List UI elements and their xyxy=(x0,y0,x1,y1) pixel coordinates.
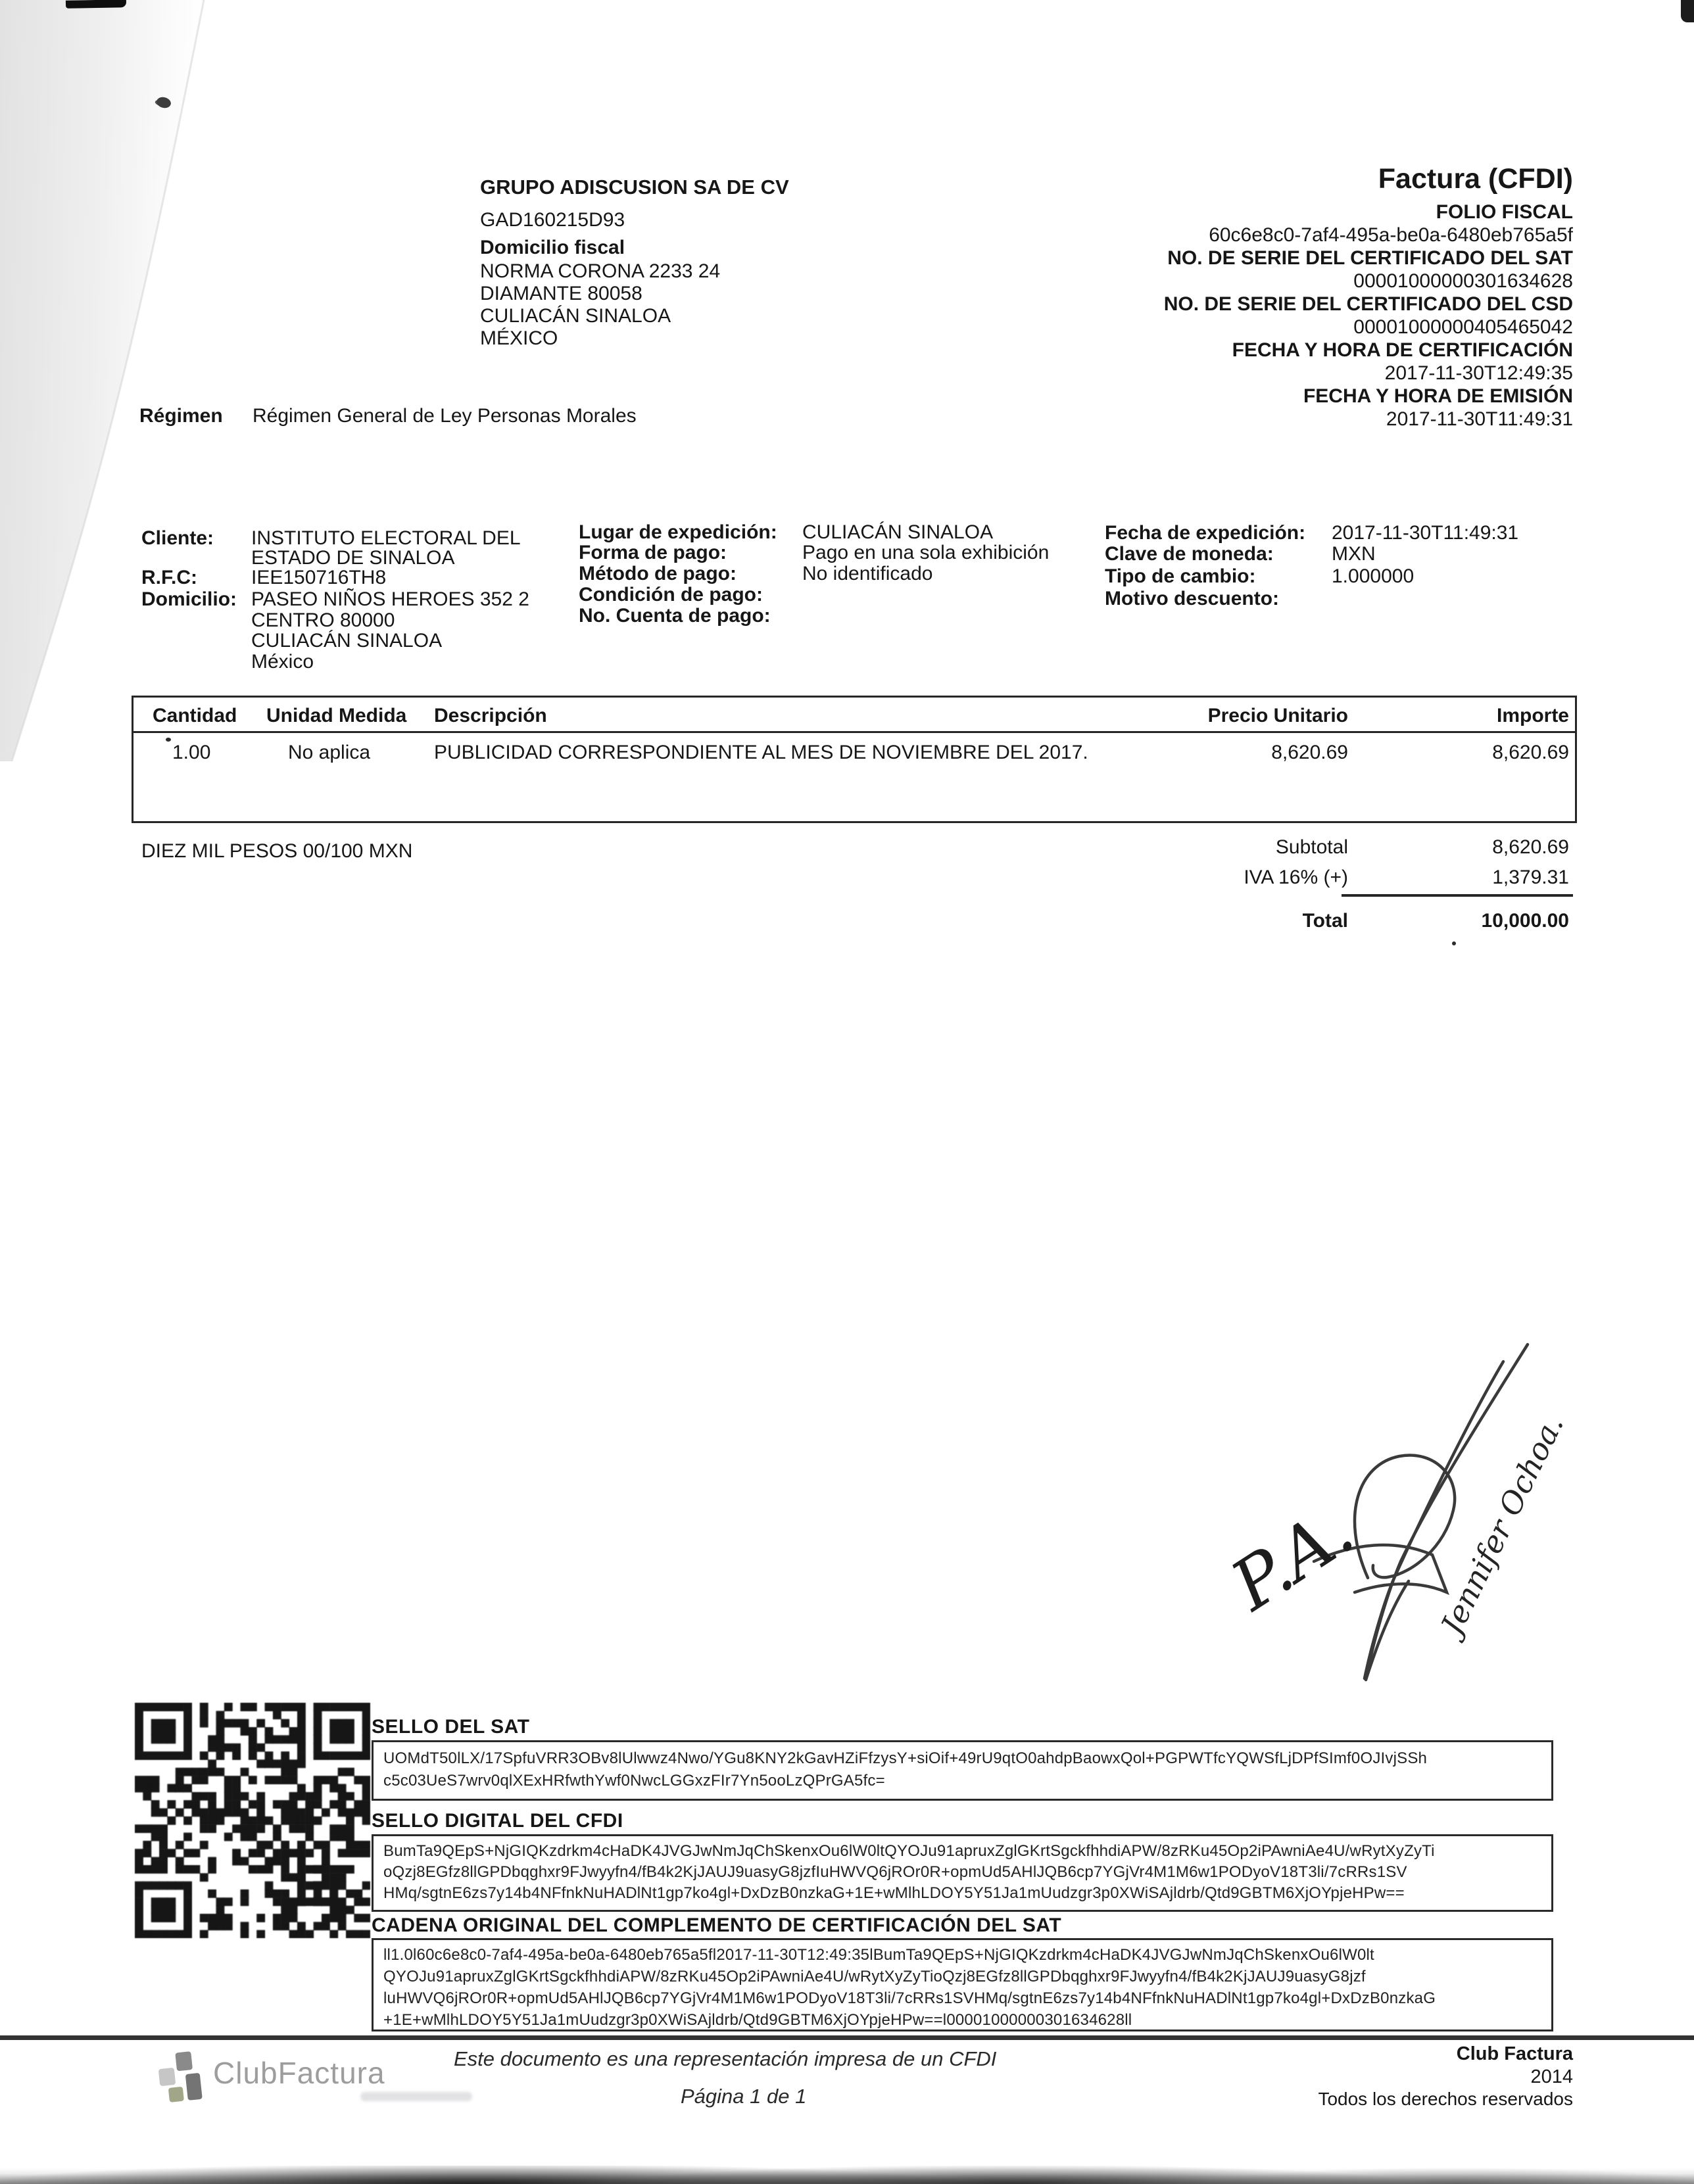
regimen-label: Régimen xyxy=(139,405,223,427)
sello-sat-line: c5c03UeS7wrv0qlXExHRfwthYwf0NwcLGGxzFIr7Yn5ooLzQPrGA5fc= xyxy=(383,1772,885,1790)
cliente-rfc-value: IEE150716TH8 xyxy=(251,567,387,588)
folio-fiscal-value: 60c6e8c0-7af4-495a-be0a-6480eb765a5f xyxy=(1209,224,1573,246)
subtotal-value: 8,620.69 xyxy=(1492,836,1569,858)
sello-cfdi-title: SELLO DIGITAL DEL CFDI xyxy=(372,1810,623,1832)
row-descripcion: PUBLICIDAD CORRESPONDIENTE AL MES DE NOVIEMBRE DEL 2017. xyxy=(434,742,1088,763)
footer-year: 2014 xyxy=(1530,2066,1573,2087)
col-header-precio: Precio Unitario xyxy=(1207,705,1348,726)
invoice-title: Factura (CFDI) xyxy=(1378,163,1573,195)
col-header-descripcion: Descripción xyxy=(434,705,547,726)
serie-sat-value: 00001000000301634628 xyxy=(1353,270,1573,292)
scanner-bottom-shadow xyxy=(0,2166,1694,2184)
row-importe: 8,620.69 xyxy=(1492,742,1569,763)
row-cantidad: 1.00 xyxy=(172,742,211,763)
footer-cfdi-note: Este documento es una representación impresa de un CFDI xyxy=(454,2047,997,2070)
condicion-pago-label: Condición de pago: xyxy=(579,584,763,605)
clubfactura-logo xyxy=(157,2050,385,2102)
fecha-expedicion-label: Fecha de expedición: xyxy=(1105,522,1306,544)
clave-moneda-value: MXN xyxy=(1332,543,1376,565)
lugar-expedicion-label: Lugar de expedición: xyxy=(579,521,777,543)
items-header-divider xyxy=(132,731,1575,733)
amount-in-words: DIEZ MIL PESOS 00/100 MXN xyxy=(141,840,413,862)
fecha-certificacion-label: FECHA Y HORA DE CERTIFICACIÓN xyxy=(1232,339,1573,361)
clave-moneda-label: Clave de moneda: xyxy=(1105,543,1274,565)
cadena-original-line: luHWVQ6jROr0R+opmUd5AHlJQB6cp7YGjVr4M1M6w1PODyoV18T3li/7cRRs1SVHMq/sgtnE6zs7y14b4NFfnkNuHADlNt1gp7ko4gl+DxDzB0nzkaG xyxy=(383,1989,1436,2007)
cliente-label: Cliente: xyxy=(141,527,214,549)
sello-cfdi-line: BumTa9QEpS+NjGIQKzdrkm4cHaDK4JVGJwNmJqChSkenxOu6lW0ltQYOJu91apruxZglGKrtSgckfhhdiAPW/8zRKu45Op2iPAwniAe4U/wRytXyZyTi xyxy=(383,1842,1435,1860)
logo-square xyxy=(185,2073,203,2101)
cadena-original-line: ll1.0l60c6e8c0-7af4-495a-be0a-6480eb765a5fl2017-11-30T12:49:35lBumTa9QEpS+NjGIQKzdrkm4cHaDK4JVGJwNmJqChSkenxOu6lW0lt xyxy=(383,1946,1374,1964)
cliente-address-line: México xyxy=(251,651,314,673)
scanner-edge-mark xyxy=(66,0,126,9)
lugar-expedicion-value: CULIACÁN SINALOA xyxy=(802,521,994,543)
footer-brand: Club Factura xyxy=(1456,2043,1573,2064)
sello-cfdi-line: oQzj8EGfz8llGPDbqghxr9FJwyyfn4/fB4k2KjJAUJ9uasyG8jzfIuHWVQ6jROr0R+opmUd5AHlJQB6cp7YGjVr4M1M6w1PODyoV18T3li/7cRRs1SV xyxy=(383,1863,1407,1881)
emitter-address-line: MÉXICO xyxy=(480,327,558,349)
regimen-value: Régimen General de Ley Personas Morales xyxy=(253,405,637,427)
row-unidad: No aplica xyxy=(288,742,371,763)
subtotal-label: Subtotal xyxy=(1275,836,1348,858)
cliente-rfc-label: R.F.C: xyxy=(141,567,197,588)
cadena-original-line: QYOJu91apruxZglGKrtSgckfhhdiAPW/8zRKu45Op2iPAwniAe4U/wRytXyZyTioQzj8EGfz8llGPDbqghxr9FJwyyfn4/fB4k2KjJAUJ9uasyG8jzf xyxy=(383,1968,1366,1985)
cuenta-pago-label: No. Cuenta de pago: xyxy=(579,605,771,627)
sello-sat-line: UOMdT50lLX/17SpfuVRR3OBv8lUlwwz4Nwo/YGu8KNY2kGavHZiFfzysY+siOif+49rU9qtO0ahdpBaowxQol+PGPWTfcYQWSfLjDPfSImf0OJIvjSSh xyxy=(383,1749,1428,1767)
footer-divider xyxy=(0,2035,1694,2040)
iva-value: 1,379.31 xyxy=(1492,866,1569,888)
total-divider xyxy=(1342,894,1573,897)
emitter-domicilio-label: Domicilio fiscal xyxy=(480,237,625,258)
qr-code xyxy=(135,1703,370,1938)
forma-pago-value: Pago en una sola exhibición xyxy=(802,542,1050,563)
corner-mark xyxy=(1681,0,1694,22)
iva-label: IVA 16% (+) xyxy=(1244,866,1348,888)
forma-pago-label: Forma de pago: xyxy=(579,542,727,563)
cliente-name-line: ESTADO DE SINALOA xyxy=(251,547,455,569)
metodo-pago-value: No identificado xyxy=(802,563,933,584)
cliente-address-line: CENTRO 80000 xyxy=(251,609,395,631)
total-label: Total xyxy=(1302,910,1348,932)
fecha-emision-value: 2017-11-30T11:49:31 xyxy=(1386,408,1573,430)
signature-initials: P.A. xyxy=(1217,1490,1368,1626)
cliente-domicilio-label: Domicilio: xyxy=(141,588,237,610)
col-header-importe: Importe xyxy=(1496,705,1569,726)
total-value: 10,000.00 xyxy=(1481,910,1569,932)
cadena-original-line: +1E+wMlhLDOY5Y51Ja1mUudzgr3p0XWiSAjldrb/Qtd9GBTM6XjOYpjeHPw==l00001000000301634628ll xyxy=(383,2011,1132,2029)
serie-csd-label: NO. DE SERIE DEL CERTIFICADO DEL CSD xyxy=(1163,293,1573,315)
footer-page-number: Página 1 de 1 xyxy=(681,2085,807,2108)
metodo-pago-label: Método de pago: xyxy=(579,563,737,584)
signature xyxy=(1171,1298,1591,1706)
emitter-address-line: DIAMANTE 80058 xyxy=(480,283,642,304)
fecha-certificacion-value: 2017-11-30T12:49:35 xyxy=(1384,362,1573,384)
tipo-cambio-label: Tipo de cambio: xyxy=(1105,565,1256,587)
fecha-expedicion-value: 2017-11-30T11:49:31 xyxy=(1332,522,1519,544)
emitter-address-line: CULIACÁN SINALOA xyxy=(480,305,671,327)
folio-fiscal-label: FOLIO FISCAL xyxy=(1436,201,1573,223)
cliente-address-line: PASEO NIÑOS HEROES 352 2 xyxy=(251,588,529,610)
logo-tagline-smudge xyxy=(360,2092,472,2101)
signature-name: Jennifer Ochoa. xyxy=(1434,1409,1571,1640)
motivo-descuento-label: Motivo descuento: xyxy=(1105,588,1280,609)
emitter-address-line: NORMA CORONA 2233 24 xyxy=(480,260,721,282)
cliente-address-line: CULIACÁN SINALOA xyxy=(251,630,443,652)
clubfactura-logo-mark xyxy=(154,2047,206,2104)
fecha-emision-label: FECHA Y HORA DE EMISIÓN xyxy=(1303,385,1573,407)
serie-sat-label: NO. DE SERIE DEL CERTIFICADO DEL SAT xyxy=(1167,247,1573,269)
cadena-original-title: CADENA ORIGINAL DEL COMPLEMENTO DE CERTIFICACIÓN DEL SAT xyxy=(372,1914,1062,1936)
emitter-rfc: GAD160215D93 xyxy=(480,209,625,231)
logo-square xyxy=(168,2087,184,2102)
logo-square xyxy=(158,2068,176,2086)
cliente-name-line: INSTITUTO ELECTORAL DEL xyxy=(251,527,521,549)
footer-rights: Todos los derechos reservados xyxy=(1318,2089,1573,2109)
clubfactura-logo-text: ClubFactura xyxy=(213,2056,385,2090)
scan-dot xyxy=(1452,941,1456,945)
col-header-cantidad: Cantidad xyxy=(153,705,237,726)
col-header-unidad: Unidad Medida xyxy=(266,705,407,726)
sello-cfdi-line: HMq/sgtnE6zs7y14b4NFfnkNuHADlNt1gp7ko4gl+DxDzB0nzkaG+1E+wMlhLDOY5Y51Ja1mUudzgr3p0XWiSAjldrb/Qtd9GBTM6XjOYpjeHPw== xyxy=(383,1884,1405,1902)
sello-sat-title: SELLO DEL SAT xyxy=(372,1716,530,1738)
emitter-name: GRUPO ADISCUSION SA DE CV xyxy=(480,176,789,199)
serie-csd-value: 00001000000405465042 xyxy=(1353,316,1573,338)
tipo-cambio-value: 1.000000 xyxy=(1332,565,1415,587)
scan-dot xyxy=(166,738,171,742)
logo-square xyxy=(175,2051,193,2071)
row-precio: 8,620.69 xyxy=(1271,742,1348,763)
